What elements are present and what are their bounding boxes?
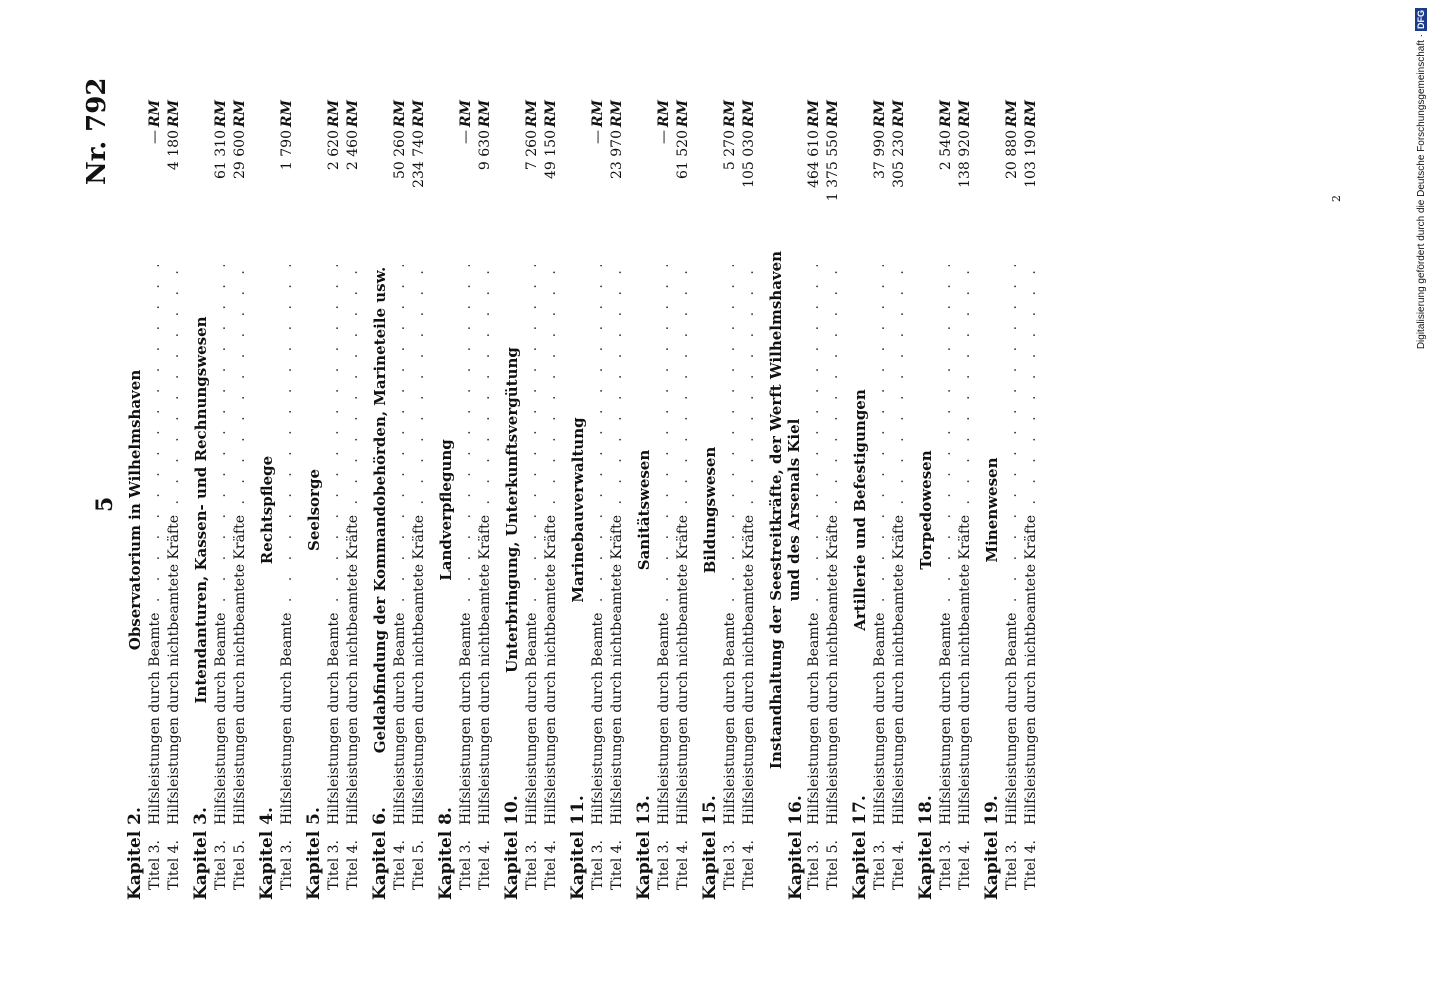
chapter-label: Kapitel 6. <box>370 807 390 900</box>
budget-row <box>523 100 542 900</box>
chapter-title: Instandhaltung der Seestreitkräfte, der Werft Wilhelmshaven und des Arsenals Kiel <box>767 250 803 770</box>
row-description: Hilfsleistungen durch Beamte . . . <box>721 265 740 825</box>
title-label: Titel 3. <box>213 839 229 890</box>
row-description: Hilfsleistungen durch Beamte . . . <box>457 265 476 825</box>
title-label: Titel 5. <box>232 839 248 890</box>
row-description: Hilfsleistungen durch Beamte . . . <box>278 265 297 825</box>
chapter-label: Kapitel 4. <box>257 807 277 900</box>
currency-unit: RM <box>458 100 474 128</box>
currency-unit: RM <box>722 100 738 128</box>
row-description: Hilfsleistungen durch nichtbeamtete Kräfte . . . <box>476 265 495 825</box>
row-amount: — <box>458 130 474 144</box>
row-description: Hilfsleistungen durch Beamte . . . <box>871 265 890 825</box>
title-label: Titel 4. <box>675 839 691 890</box>
budget-row <box>824 100 843 900</box>
title-label: Titel 4. <box>609 839 625 890</box>
row-description: Hilfsleistungen durch Beamte . . . <box>1003 265 1022 825</box>
chapter-title: Sanitätswesen <box>635 449 653 571</box>
side-credit-text: Digitalisierung gefördert durch die Deutsche Forschungsgemeinschaft · <box>1416 34 1427 350</box>
currency-unit: RM <box>590 100 606 128</box>
row-amount: 305 230 <box>891 130 907 188</box>
currency-unit: RM <box>1004 100 1020 128</box>
budget-row <box>146 100 165 900</box>
row-description: Hilfsleistungen durch nichtbeamtete Kräfte . . . <box>740 265 759 825</box>
dfg-logo: DFG <box>1416 10 1426 29</box>
budget-row <box>1003 100 1022 900</box>
currency-unit: RM <box>891 100 907 128</box>
budget-row <box>325 100 344 900</box>
budget-row <box>212 100 231 900</box>
chapter-section <box>371 100 429 900</box>
row-description: Hilfsleistungen durch nichtbeamtete Kräfte . . . <box>165 265 184 825</box>
row-description: Hilfsleistungen durch Beamte . . . <box>523 265 542 825</box>
title-label: Titel 4. <box>957 839 973 890</box>
row-amount: 61 520 <box>675 130 691 179</box>
row-amount: 7 260 <box>524 130 540 171</box>
budget-row <box>476 100 495 900</box>
budget-row <box>871 100 890 900</box>
currency-unit: RM <box>938 100 954 128</box>
title-label: Titel 3. <box>1004 839 1020 890</box>
chapter-heading <box>437 100 457 900</box>
title-label: Titel 4. <box>166 839 182 890</box>
budget-row <box>589 100 608 900</box>
chapter-title: Marinebauverwaltung <box>569 417 587 603</box>
chapter-heading <box>983 100 1003 900</box>
chapter-section <box>851 100 909 900</box>
currency-unit: RM <box>609 100 625 128</box>
row-amount: 49 150 <box>543 130 559 179</box>
chapter-section <box>192 100 250 900</box>
chapter-section <box>917 100 975 900</box>
currency-unit: RM <box>656 100 672 128</box>
budget-row <box>231 100 250 900</box>
row-amount: 105 030 <box>741 130 757 188</box>
title-label: Titel 3. <box>326 839 342 890</box>
title-label: Titel 4. <box>392 839 408 890</box>
row-description: Hilfsleistungen durch Beamte . . . <box>937 265 956 825</box>
chapter-label: Kapitel 11. <box>568 795 588 900</box>
chapter-heading <box>851 100 871 900</box>
chapter-title: Unterbringung, Unterkunftsvergütung <box>503 347 521 673</box>
title-label: Titel 4. <box>741 839 757 890</box>
row-amount: 103 190 <box>1023 130 1039 188</box>
row-amount: 5 270 <box>722 130 738 171</box>
currency-unit: RM <box>806 100 822 128</box>
title-label: Titel 4. <box>1023 839 1039 890</box>
chapter-title: Minenwesen <box>983 457 1001 563</box>
budget-row <box>278 100 297 900</box>
row-amount: 2 460 <box>345 130 361 171</box>
title-label: Titel 3. <box>938 839 954 890</box>
budget-row <box>740 100 759 900</box>
title-label: Titel 4. <box>345 839 361 890</box>
budget-row <box>391 100 410 900</box>
currency-unit: RM <box>741 100 757 128</box>
currency-unit: RM <box>166 100 182 128</box>
row-amount: 20 880 <box>1004 130 1020 179</box>
row-description: Hilfsleistungen durch nichtbeamtete Kräfte . . . <box>410 265 429 825</box>
title-label: Titel 3. <box>806 839 822 890</box>
row-amount: 61 310 <box>213 130 229 179</box>
row-description: Hilfsleistungen durch Beamte . . . <box>589 265 608 825</box>
row-description: Hilfsleistungen durch Beamte . . . <box>391 265 410 825</box>
chapter-heading <box>126 100 146 900</box>
chapter-section <box>635 100 693 900</box>
title-label: Titel 3. <box>590 839 606 890</box>
row-amount: 1 790 <box>279 130 295 171</box>
chapter-section <box>437 100 495 900</box>
chapter-label: Kapitel 2. <box>125 807 145 900</box>
chapter-label: Kapitel 10. <box>502 795 522 900</box>
chapter-title: Landverpflegung <box>437 439 455 581</box>
currency-unit: RM <box>825 100 841 128</box>
chapter-label: Kapitel 15. <box>700 795 720 900</box>
row-description: Hilfsleistungen durch nichtbeamtete Kräfte . . . <box>824 265 843 825</box>
currency-unit: RM <box>872 100 888 128</box>
chapter-heading <box>569 100 589 900</box>
currency-unit: RM <box>345 100 361 128</box>
row-amount: 29 600 <box>232 130 248 179</box>
chapter-heading <box>635 100 655 900</box>
row-amount: 50 260 <box>392 130 408 179</box>
chapter-section <box>503 100 561 900</box>
chapter-section <box>701 100 759 900</box>
row-description: Hilfsleistungen durch nichtbeamtete Kräfte . . . <box>890 265 909 825</box>
currency-unit: RM <box>957 100 973 128</box>
budget-row <box>165 100 184 900</box>
currency-unit: RM <box>543 100 559 128</box>
chapter-title: Seelsorge <box>305 469 323 552</box>
row-amount: 2 540 <box>938 130 954 171</box>
title-label: Titel 5. <box>411 839 427 890</box>
currency-unit: RM <box>1023 100 1039 128</box>
budget-row <box>542 100 561 900</box>
row-amount: 1 375 550 <box>825 130 841 202</box>
chapter-label: Kapitel 13. <box>634 795 654 900</box>
chapter-section <box>767 100 843 900</box>
title-label: Titel 3. <box>722 839 738 890</box>
document-number: Nr. 792 <box>82 77 112 185</box>
title-label: Titel 3. <box>458 839 474 890</box>
budget-row <box>956 100 975 900</box>
currency-unit: RM <box>392 100 408 128</box>
row-description: Hilfsleistungen durch nichtbeamtete Kräfte . . . <box>1022 265 1041 825</box>
chapter-title: Artillerie und Befestigungen <box>851 389 869 631</box>
currency-unit: RM <box>279 100 295 128</box>
row-description: Hilfsleistungen durch nichtbeamtete Kräfte . . . <box>608 265 627 825</box>
chapter-heading <box>371 100 391 900</box>
side-credit <box>1414 8 1430 392</box>
budget-row <box>721 100 740 900</box>
row-description: Hilfsleistungen durch nichtbeamtete Kräfte . . . <box>542 265 561 825</box>
row-amount: 9 630 <box>477 130 493 171</box>
row-amount: — <box>147 130 163 144</box>
row-description: Hilfsleistungen durch nichtbeamtete Kräfte . . . <box>344 265 363 825</box>
chapter-section <box>983 100 1041 900</box>
currency-unit: RM <box>232 100 248 128</box>
budget-row <box>410 100 429 900</box>
chapter-label: Kapitel 19. <box>982 795 1002 900</box>
row-amount: 37 990 <box>872 130 888 179</box>
currency-unit: RM <box>147 100 163 128</box>
chapter-label: Kapitel 5. <box>304 807 324 900</box>
budget-row <box>674 100 693 900</box>
row-amount: 23 970 <box>609 130 625 179</box>
chapter-label: Kapitel 17. <box>850 795 870 900</box>
row-description: Hilfsleistungen durch Beamte . . . <box>212 265 231 825</box>
chapter-title: Bildungswesen <box>701 446 719 574</box>
title-label: Titel 5. <box>825 839 841 890</box>
chapter-heading <box>503 100 523 900</box>
row-description: Hilfsleistungen durch nichtbeamtete Kräfte . . . <box>231 265 250 825</box>
chapter-heading <box>258 100 278 900</box>
chapter-heading <box>305 100 325 900</box>
chapter-heading <box>192 100 212 900</box>
row-amount: 234 740 <box>411 130 427 188</box>
row-description: Hilfsleistungen durch Beamte . . . <box>805 265 824 825</box>
row-amount: — <box>590 130 606 144</box>
row-description: Hilfsleistungen durch nichtbeamtete Kräfte . . . <box>956 265 975 825</box>
title-label: Titel 4. <box>477 839 493 890</box>
currency-unit: RM <box>675 100 691 128</box>
chapter-label: Kapitel 18. <box>916 795 936 900</box>
currency-unit: RM <box>477 100 493 128</box>
page-number: 5 <box>92 496 118 512</box>
row-amount: 2 620 <box>326 130 342 171</box>
chapter-label: Kapitel 8. <box>436 807 456 900</box>
chapter-title: Intendanturen, Kassen- und Rechnungswesen <box>192 316 210 704</box>
row-description: Hilfsleistungen durch Beamte . . . <box>325 265 344 825</box>
budget-row <box>805 100 824 900</box>
chapter-section <box>569 100 627 900</box>
chapter-list <box>126 100 1049 900</box>
budget-row <box>344 100 363 900</box>
currency-unit: RM <box>326 100 342 128</box>
budget-row <box>937 100 956 900</box>
chapter-title: Observatorium in Wilhelmshaven <box>126 369 144 651</box>
chapter-title: Torpedowesen <box>917 450 935 570</box>
chapter-heading <box>701 100 721 900</box>
title-label: Titel 4. <box>543 839 559 890</box>
chapter-section <box>126 100 184 900</box>
chapter-title: Geldabfindung der Kommandobehörden, Marineteile usw. <box>371 266 389 754</box>
row-description: Hilfsleistungen durch Beamte . . . <box>655 265 674 825</box>
budget-row <box>655 100 674 900</box>
row-amount: 4 180 <box>166 130 182 171</box>
title-label: Titel 4. <box>891 839 907 890</box>
row-amount: 138 920 <box>957 130 973 188</box>
chapter-title: Rechtspflege <box>258 455 276 565</box>
chapter-section <box>305 100 363 900</box>
chapter-heading <box>767 100 805 900</box>
budget-row <box>1022 100 1041 900</box>
title-label: Titel 3. <box>279 839 295 890</box>
currency-unit: RM <box>213 100 229 128</box>
row-description: Hilfsleistungen durch Beamte . . . <box>146 265 165 825</box>
title-label: Titel 3. <box>656 839 672 890</box>
row-amount: 464 610 <box>806 130 822 188</box>
currency-unit: RM <box>411 100 427 128</box>
chapter-label: Kapitel 3. <box>191 807 211 900</box>
row-description: Hilfsleistungen durch nichtbeamtete Kräfte . . . <box>674 265 693 825</box>
footer-mark: 2 <box>1330 195 1343 202</box>
chapter-section <box>258 100 297 900</box>
chapter-label: Kapitel 16. <box>786 795 806 900</box>
budget-row <box>457 100 476 900</box>
budget-row <box>890 100 909 900</box>
row-amount: — <box>656 130 672 144</box>
chapter-heading <box>917 100 937 900</box>
budget-row <box>608 100 627 900</box>
title-label: Titel 3. <box>147 839 163 890</box>
title-label: Titel 3. <box>524 839 540 890</box>
title-label: Titel 3. <box>872 839 888 890</box>
currency-unit: RM <box>524 100 540 128</box>
